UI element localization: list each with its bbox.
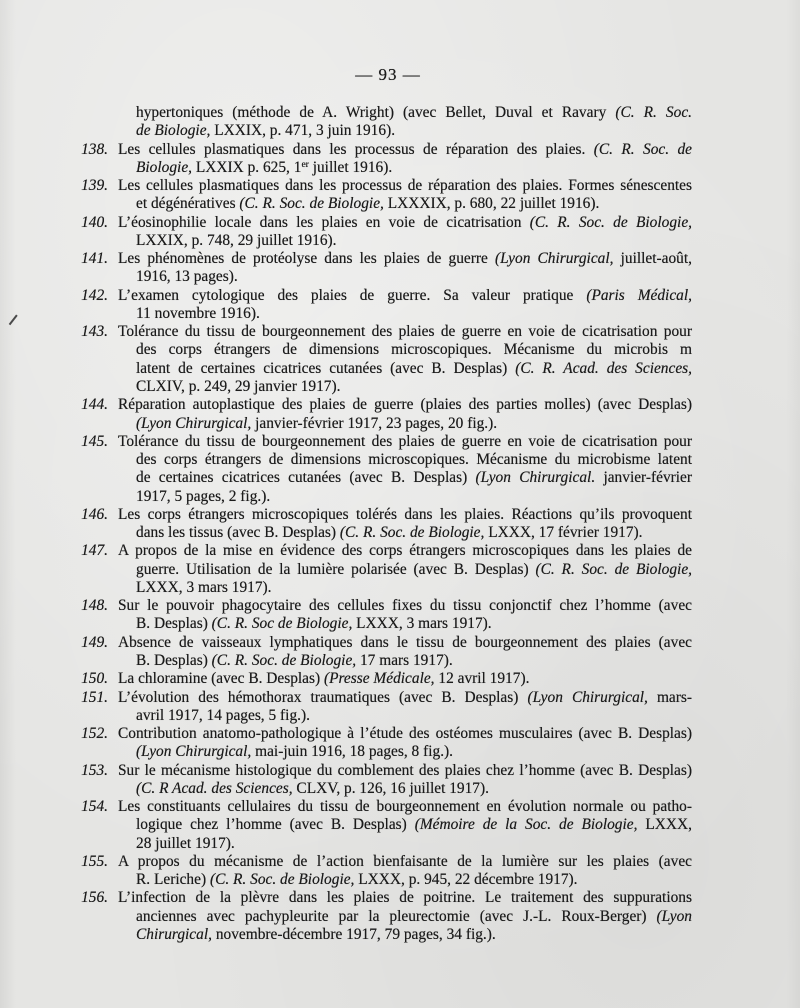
entry-number: 156. — [81, 889, 108, 907]
text-run: 17 mars 1917). — [356, 651, 453, 669]
citation-source: (C. R. Soc. de Biologie, — [239, 195, 384, 213]
entry-line — [136, 488, 692, 506]
entry-line — [136, 524, 692, 542]
text-run: des corps étrangers de dimensions microscopiques. Mécanisme du microbis m — [136, 341, 692, 359]
entry-number: 145. — [81, 432, 108, 450]
text-run: 11 novembre 1916). — [136, 304, 260, 322]
entry-number: 155. — [81, 852, 108, 870]
bibliography-entry — [0, 287, 800, 324]
bibliography-entry — [0, 214, 800, 251]
entry-number: 153. — [81, 761, 108, 779]
entry-line — [136, 378, 692, 396]
bibliography-entry — [0, 433, 800, 506]
text-run: L’infection de la plèvre dans les plaies de poitrine. Le traitement des suppurations — [118, 889, 692, 907]
citation-source: (C. R. Soc. de Biologie, — [529, 213, 693, 231]
bibliography-entry — [0, 177, 800, 214]
entry-line — [118, 506, 692, 524]
citation-source: (Lyon — [656, 907, 692, 925]
citation-source: (C. R. Soc. de — [593, 140, 692, 158]
citation-source: Biologie, — [136, 158, 192, 176]
text-run: Contribution anatomo-pathologique à l’étude des ostéomes musculaires (avec B. Desplas) — [118, 725, 692, 743]
entry-line — [118, 798, 692, 816]
text-run: novembre-décembre 1917, 79 pages, 34 fig.). — [211, 925, 496, 943]
text-run: La chloramine (avec B. Desplas) — [118, 670, 324, 688]
text-run: LXXX, 17 février 1917). — [484, 524, 643, 542]
text-run: latent de certaines cicatrices cutanées (avec B. Desplas) — [136, 359, 516, 377]
text-run: Les cellules plasmatiques dans les processus de réparation des plaies. — [118, 140, 594, 158]
bibliography-entry — [0, 634, 800, 671]
entry-line — [136, 305, 692, 323]
entry-line — [136, 159, 692, 177]
entry-line — [118, 250, 692, 268]
text-run: Tolérance du tissu de bourgeonnement des plaies de guerre en voie de cicatrisation pour — [118, 432, 692, 450]
text-run: 1917, 5 pages, 2 fig.). — [136, 487, 271, 505]
text-run: LXXX, — [637, 816, 692, 834]
entry-number: 144. — [81, 396, 108, 414]
entry-line — [136, 341, 692, 359]
text-run: 1916, 13 pages). — [136, 268, 238, 286]
text-run: B. Desplas) — [136, 615, 212, 633]
citation-source: (C. R. Acad. des Sciences, — [515, 359, 692, 377]
entry-line — [136, 835, 692, 853]
entry-line — [118, 542, 692, 560]
entry-line — [136, 104, 692, 122]
entry-line — [118, 725, 692, 743]
citation-source: (Mémoire de la Soc. de Biologie, — [414, 816, 638, 834]
entry-line — [136, 195, 692, 213]
entry-line — [136, 615, 692, 633]
text-run: Les corps étrangers microscopiques tolérés dans les plaies. Réactions qu’ils provoquent — [118, 505, 692, 523]
bibliography-entry-continued — [0, 104, 800, 141]
entry-line — [118, 177, 692, 195]
citation-source: (C. R. Soc. de Biologie, — [339, 524, 485, 542]
text-run: juillet-août, — [613, 250, 692, 268]
entry-number: 152. — [81, 725, 108, 743]
citation-source: (C. R Acad. des Sciences, — [136, 779, 293, 797]
entry-number: 149. — [81, 633, 108, 651]
text-run: LXXIX, p. 471, 3 juin 1916). — [210, 122, 396, 140]
text-run: B. Desplas) — [136, 651, 212, 669]
entry-line — [136, 415, 692, 433]
entry-line — [136, 816, 692, 834]
entry-line — [136, 451, 692, 469]
entry-line — [136, 268, 692, 286]
entry-line — [136, 908, 692, 926]
entry-number: 143. — [81, 323, 108, 341]
text-run: A propos de la mise en évidence des corps étrangers microscopiques dans les plaies de — [118, 542, 692, 560]
entry-number: 140. — [81, 213, 108, 231]
entry-line — [136, 579, 692, 597]
text-run: A propos du mécanisme de l’action bienfaisante de la lumière sur les plaies (avec — [118, 852, 692, 870]
entry-number: 150. — [81, 670, 108, 688]
text-run: mars- — [647, 688, 693, 706]
citation-source: (C. R. Soc. de Biologie, — [535, 560, 692, 578]
citation-source: (Lyon Chirurgical, — [527, 688, 648, 706]
text-run: LXXIX, p. 748, 29 juillet 1916). — [136, 231, 337, 249]
bibliography-entry — [0, 762, 800, 799]
bibliography-entry — [0, 670, 800, 688]
bibliography-list — [0, 104, 800, 944]
bibliography-entry — [0, 506, 800, 543]
text-run: Réparation autoplastique des plaies de guerre (plaies des parties molles) (avec Desplas) — [118, 396, 692, 414]
entry-number: 139. — [81, 177, 108, 195]
text-run: logique chez l’homme (avec B. Desplas) — [136, 816, 415, 834]
text-run: L’évolution des hémothorax traumatiques (avec B. Desplas) — [118, 688, 528, 706]
citation-source: (Lyon Chirurgical, — [494, 250, 614, 268]
bibliography-entry — [0, 250, 800, 287]
entry-line — [118, 889, 692, 907]
text-run: L’éosinophilie locale dans les plaies en voie de cicatrisation — [118, 213, 530, 231]
text-run: dans les tissus (avec B. Desplas) — [136, 524, 340, 542]
entry-line — [118, 762, 692, 780]
entry-line — [136, 232, 692, 250]
text-run: LXXX, 3 mars 1917). — [352, 615, 492, 633]
entry-number: 142. — [81, 286, 108, 304]
bibliography-entry — [0, 853, 800, 890]
entry-number: 147. — [81, 542, 108, 560]
text-run: avril 1917, 14 pages, 5 fig.). — [136, 706, 310, 724]
text-run: CLXIV, p. 249, 29 janvier 1917). — [136, 377, 341, 395]
text-run: Sur le pouvoir phagocytaire des cellules fixes du tissu conjonctif chez l’homme (avec — [118, 597, 692, 615]
entry-line — [136, 652, 692, 670]
text-run: Sur le mécanisme histologique du comblement des plaies chez l’homme (avec B. Desplas) — [118, 761, 692, 779]
citation-source: (Lyon Chirurgical, — [136, 743, 252, 761]
text-run: LXXIX p. 625, 1 — [192, 158, 302, 176]
citation-source: (Lyon Chirurgical, — [136, 414, 252, 432]
entry-number: 151. — [81, 688, 108, 706]
entry-line — [136, 469, 692, 487]
text-run: et dégénératives — [136, 195, 240, 213]
text-run: LXXXIX, p. 680, 22 juillet 1916). — [383, 195, 600, 213]
entry-number: 146. — [81, 505, 108, 523]
citation-source: (C. R. Soc. de Biologie, — [209, 871, 355, 889]
entry-line — [136, 780, 692, 798]
text-run: L’examen cytologique des plaies de guerre. Sa valeur pratique — [118, 286, 587, 304]
entry-number: 148. — [81, 597, 108, 615]
text-run: Tolérance du tissu de bourgeonnement des plaies de guerre en voie de cicatrisation pour — [118, 323, 692, 341]
bibliography-entry — [0, 396, 800, 433]
entry-line — [136, 743, 692, 761]
text-run: mai-juin 1916, 18 pages, 8 fig.). — [251, 743, 454, 761]
text-run: LXXX, p. 945, 22 décembre 1917). — [354, 871, 578, 889]
entry-line — [118, 853, 692, 871]
text-run: LXXX, 3 mars 1917). — [136, 578, 272, 596]
entry-line — [118, 670, 692, 688]
text-run: R. Leriche) — [136, 871, 210, 889]
text-run: CLXV, p. 126, 16 juillet 1917). — [292, 779, 489, 797]
entry-line — [118, 323, 692, 341]
entry-number: 141. — [81, 250, 108, 268]
ordinal-suffix: er — [301, 158, 309, 170]
entry-number: 154. — [81, 798, 108, 816]
entry-line — [118, 597, 692, 615]
entry-line — [136, 360, 692, 378]
entry-number: 138. — [81, 140, 108, 158]
text-run: guerre. Utilisation de la lumière polarisée (avec B. Desplas) — [136, 560, 536, 578]
text-run: juillet 1916). — [308, 158, 393, 176]
text-run: Les phénomènes de protéolyse dans les plaies de guerre — [118, 250, 495, 268]
bibliography-entry — [0, 725, 800, 762]
entry-line — [136, 871, 692, 889]
bibliography-entry — [0, 323, 800, 396]
entry-line — [118, 214, 692, 232]
bibliography-entry — [0, 798, 800, 853]
citation-source: (C. R. Soc. de Biologie, — [211, 651, 357, 669]
text-run: Les cellules plasmatiques dans les processus de réparation des plaies. Formes sénescentes — [118, 177, 692, 195]
bibliography-entry — [0, 889, 800, 944]
bibliography-entry — [0, 689, 800, 726]
entry-line — [118, 141, 692, 159]
citation-source: (C. R. Soc. — [615, 104, 692, 121]
text-run: 28 juillet 1917). — [136, 834, 235, 852]
text-run: janvier-février 1917, 23 pages, 20 fig.). — [251, 414, 498, 432]
entry-line — [118, 689, 692, 707]
bibliography-entry — [0, 141, 800, 178]
text-run: 12 avril 1917). — [434, 670, 530, 688]
citation-source: Chirurgical, — [136, 925, 212, 943]
citation-source: (Lyon Chirurgical. — [475, 469, 596, 487]
entry-line — [118, 634, 692, 652]
entry-line — [118, 287, 692, 305]
citation-source: de Biologie, — [136, 122, 211, 140]
text-run: anciennes avec pachypleurite par la pleurectomie (avec J.-L. Roux-Berger) — [136, 907, 657, 925]
page-number: — 93 — — [355, 65, 421, 84]
citation-source: (C. R. Soc de Biologie, — [211, 615, 353, 633]
text-run: janvier-février — [595, 469, 692, 487]
entry-line — [136, 926, 692, 944]
entry-line — [118, 433, 692, 451]
citation-source: (Paris Médical, — [586, 286, 692, 304]
entry-line — [136, 561, 692, 579]
bibliography-entry — [0, 542, 800, 597]
text-run: Les constituants cellulaires du tissu de bourgeonnement en évolution normale ou patho- — [118, 798, 692, 816]
entry-line — [136, 707, 692, 725]
text-run: de certaines cicatrices cutanées (avec B. Desplas) — [136, 469, 476, 487]
entry-line — [118, 396, 692, 414]
text-run: Absence de vaisseaux lymphatiques dans le tissu de bourgeonnement des plaies (avec — [118, 633, 692, 651]
entry-line — [136, 122, 692, 140]
citation-source: (Presse Médicale, — [323, 670, 435, 688]
bibliography-entry — [0, 597, 800, 634]
text-run: des corps étrangers de dimensions microscopiques. Mécanisme du microbisme latent — [136, 451, 692, 469]
text-run: hypertoniques (méthode de A. Wright) (avec Bellet, Duval et Ravary — [136, 104, 616, 121]
